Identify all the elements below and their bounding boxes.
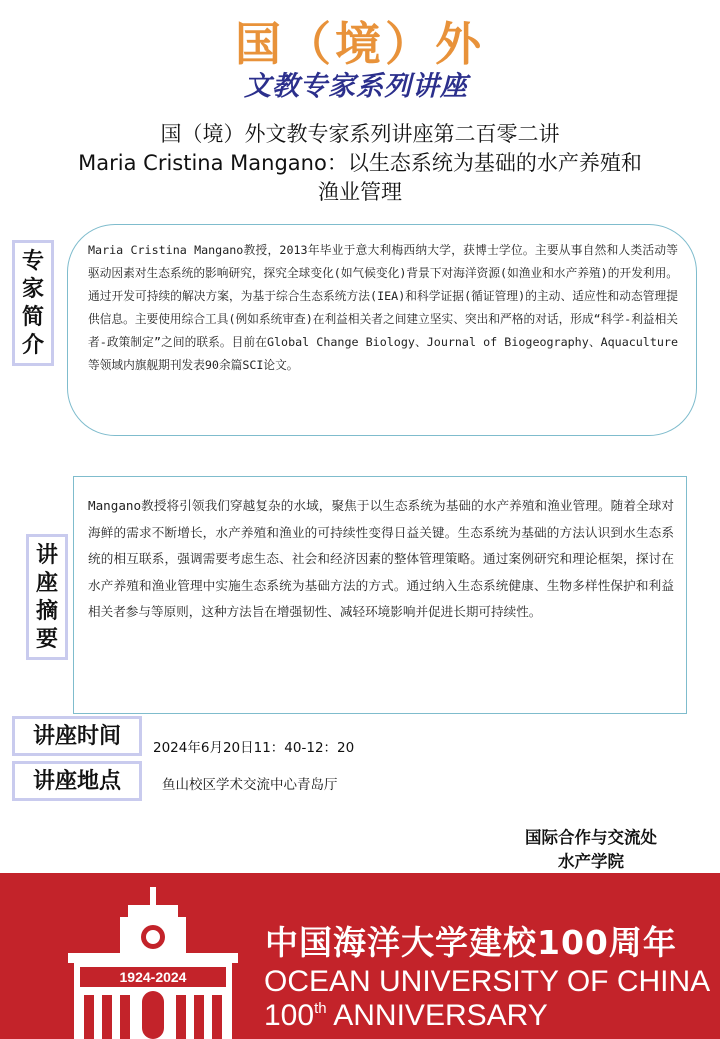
label-char: 摘 [35,598,58,624]
label-char: 要 [35,626,58,652]
lecture-title [20,120,700,207]
time-value: 2024年6月20日11：40-12：20 [153,740,355,756]
label-char: 讲 [35,542,58,568]
anniversary-word: ANNIVERSARY [326,999,548,1032]
organizers [496,826,686,874]
banner-chinese-title: 中国海洋大学建校100周年 [265,923,677,962]
expert-intro-box [67,224,697,436]
place-value: 鱼山校区学术交流中心青岛厅 [162,777,338,793]
title-line-3: 渔业管理 [318,180,402,204]
organizer-2: 水产学院 [558,852,624,871]
anniversary-banner [0,873,720,1039]
title-line-1: 国（境）外文教专家系列讲座第二百零二讲 [160,122,560,146]
abstract-text: Mangano教授将引领我们穿越复杂的水域，聚焦于以生态系统为基础的水产养殖和渔业管理。随着全球对海鲜的需求不断增长，水产养殖和渔业的可持续性变得日益关键。生态系统为基础的方法认识到水生态系统的相互联系，强调需要考虑生态、社会和经济因素的整体管理策略。通过案例研究和理论框架，探讨在水产养殖和渔业管理中实施生态系统为基础方法的方式。通过纳入生态系统健康、生物多样性保护和利益相关者参与等原则，这种方法旨在增强韧性、减轻环境影响并促进长期可持续性。 [88,498,674,619]
abstract-label [26,534,68,660]
label-char: 介 [21,332,44,358]
anniversary-years: 1924-2024 [119,969,187,985]
label-char: 专 [21,248,44,274]
expert-intro-label [12,240,54,366]
series-logo-title: 国（境）外 [235,17,485,71]
banner-english-line-1: OCEAN UNIVERSITY OF CHINA [264,965,711,998]
banner-english-line-2 [264,999,548,1033]
label-char: 简 [21,304,44,330]
university-building-logo [68,887,238,1039]
series-logo-subtitle: 文教专家系列讲座 [244,71,468,102]
time-label: 讲座时间 [12,716,142,756]
organizer-1: 国际合作与交流处 [525,828,657,847]
place-label: 讲座地点 [12,761,142,801]
abstract-box [73,476,687,714]
label-char: 家 [21,276,44,302]
anniversary-number: 100 [264,999,315,1032]
expert-intro-text: Maria Cristina Mangano教授，2013年毕业于意大利梅西纳大学，获博士学位。主要从事自然和人类活动等驱动因素对生态系统的影响研究，探究全球变化(如气候变化)背景下对海洋资源(如渔业和水产养殖)的开发利用。通过开发可持续的解决方案，为基于综合生态系统方法(IEA)和科学证据(循证管理)的主动、适应性和动态管理提供信息。主要使用综合工具(例如系统审查)在利益相关者之间建立坚实、突出和严格的对话，形成“科学-利益相关者-政策制定”之间的联系。目前在Global Change Biology、Journal of Biogeography、Aquaculture等领域内旗舰期刊发表90余篇SCI论文。 [88,243,678,372]
title-line-2: Maria Cristina Mangano：以生态系统为基础的水产养殖和 [78,151,642,175]
anniversary-ordinal: th [314,1000,327,1017]
label-char: 座 [35,570,58,596]
